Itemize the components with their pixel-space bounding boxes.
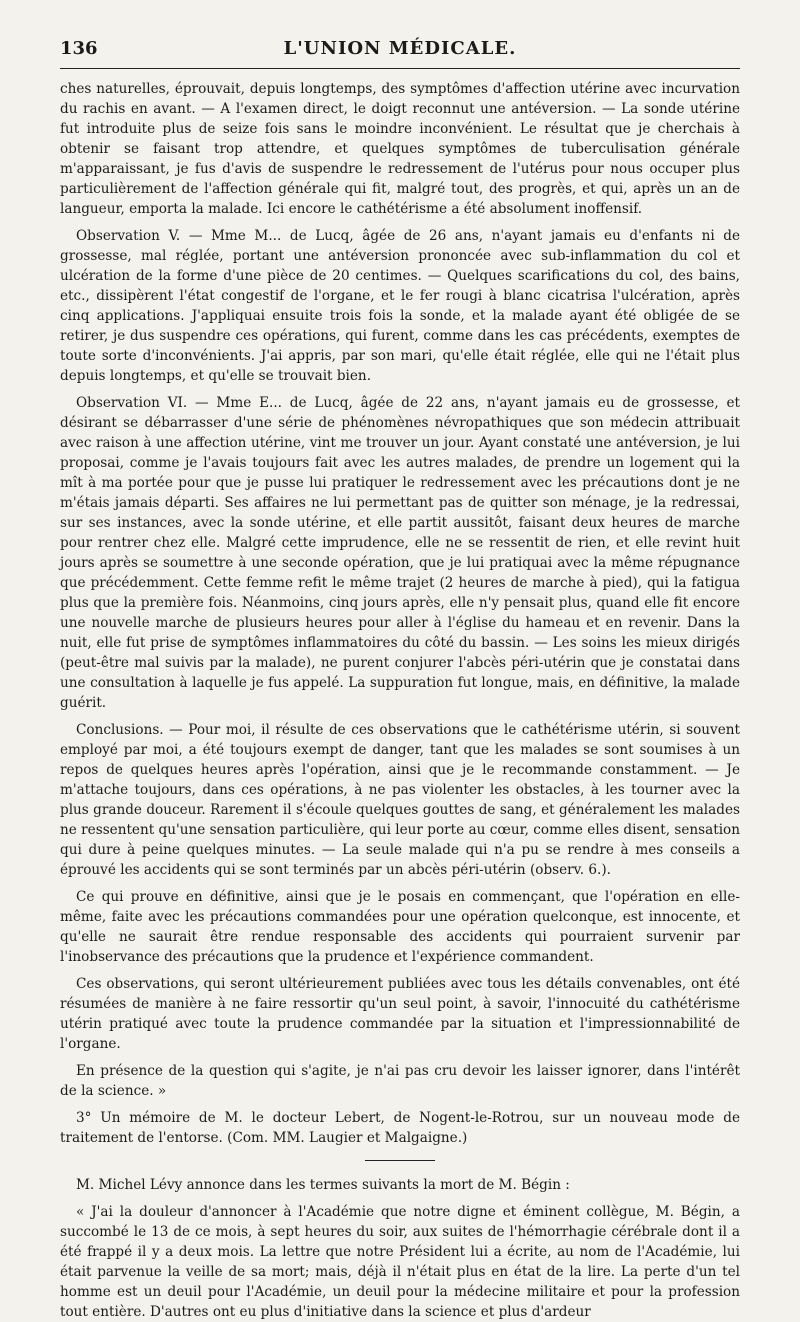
paragraph-memoire: 3° Un mémoire de M. le docteur Lebert, de Nogent-le-Rotrou, sur un nouveau mode de traitement de l'entorse. (Com. MM. Laugier et Malgaigne.): [60, 1110, 740, 1146]
page-header: [60, 38, 740, 68]
paragraph-announcement: M. Michel Lévy annonce dans les termes suivants la mort de M. Bégin :: [76, 1177, 570, 1193]
paragraph-observation-6: Observation VI. — Mme E... de Lucq, âgée de 22 ans, n'ayant jamais eu de grossesse, et désirant se débarrasser d'une série de phénomènes névropathiques que son médecin attribuait avec raison à une affection utérine, vint me trouver un jour. Ayant constaté une antéversion, je lui proposai, comme je l'avais toujours fait avec les autres malades, de prendre un logement qui la mît à ma portée pour que je pusse lui pratiquer le redressement avec les précautions dont je ne m'étais jamais départi. Ses affaires ne lui permettant pas de quitter son ménage, je la redressai, sur ses instances, avec la sonde utérine, et elle partit aussitôt, faisant deux heures de marche pour rentrer chez elle. Malgré cette imprudence, elle ne se ressentit de rien, et elle revint huit jours après se soumettre à une seconde opération, que je lui pratiquai avec la même répugnance que précédemment. Cette femme refit le même trajet (2 heures de marche à pied), qui la fatigua plus que la première fois. Néanmoins, cinq jours après, elle n'y pensait plus, quand elle fit encore une nouvelle marche de plusieurs heures pour aller à l'église du hameau et en revenir. Dans la nuit, elle fut prise de symptômes inflammatoires du côté du bassin. — Les soins les mieux dirigés (peut-être mal suivis par la malade), ne purent conjurer l'abcès péri-utérin que je constatai dans une consultation à laquelle je fus appelé. La suppuration fut longue, mais, en définitive, la malade guérit.: [60, 395, 740, 711]
paragraph-continuation: ches naturelles, éprouvait, depuis longtemps, des symptômes d'affection utérine avec incurvation du rachis en avant. — A l'examen direct, le doigt reconnut une antéversion. — La sonde utérine fut introduite plus de seize fois sans le moindre inconvénient. Le résultat que je cherchais à obtenir se faisant trop attendre, et quelques symptômes de tuberculisation générale m'apparaissant, je fus d'avis de suspendre le redressement de l'utérus pour nous occuper plus particulièrement de l'affection générale qui fit, malgré tout, des progrès, et qui, après un an de langueur, emporta la malade. Ici encore le cathétérisme a été absolument inoffensif.: [60, 81, 740, 217]
paragraph-definition: Ce qui prouve en définitive, ainsi que je le posais en commençant, que l'opération en elle-même, faite avec les précautions commandées pour une opération quelconque, est innocente, et qu'elle ne saurait être rendue responsable des accidents qui pourraient survenir par l'inobservance des précautions que la prudence et l'expérience commandent.: [60, 889, 740, 965]
section-separator: [365, 1160, 435, 1161]
paragraph-conclusions: Conclusions. — Pour moi, il résulte de ces observations que le cathétérisme utérin, si souvent employé par moi, a été toujours exempt de danger, tant que les malades se sont soumises à un repos de quelques heures après l'opération, ainsi que je le recommande constamment. — Je m'attache toujours, dans ces opérations, à ne pas violenter les obstacles, à les tourner avec la plus grande douceur. Rarement il s'écoule quelques gouttes de sang, et généralement les malades ne ressentent qu'une sensation particulière, qui leur porte au cœur, comme elles disent, sensation qui dure à peine quelques minutes. — La seule malade qui n'a pu se rendre à mes conseils a éprouvé les accidents qui se sont terminés par un abcès péri-utérin (observ. 6.).: [60, 722, 740, 878]
paragraph-obituary: « J'ai la douleur d'annoncer à l'Académie que notre digne et éminent collègue, M. Bégin, a succombé le 13 de ce mois, à sept heures du soir, aux suites de l'hémorrhagie cérébrale dont il a été frappé il y a deux mois. La lettre que notre Président lui a écrite, au nom de l'Académie, lui était parvenue la veille de sa mort; mais, déjà il n'était plus en état de la lire. La perte d'un tel homme est un deuil pour l'Académie, un deuil pour la médecine militaire et pour la profession tout entière. D'autres ont eu plus d'initiative dans la science et plus d'ardeur: [60, 1204, 740, 1320]
header-rule: [60, 68, 740, 69]
paragraph-summary: Ces observations, qui seront ultérieurement publiées avec tous les détails convenables, ont été résumées de manière à ne faire ressortir qu'un seul point, à savoir, l'innocuité du cathétérisme utérin pratiqué avec toute la prudence commandée par la situation et l'impressionnabilité de l'organe.: [60, 976, 740, 1052]
page-number: 136: [60, 38, 98, 59]
paragraph-observation-5: Observation V. — Mme M... de Lucq, âgée de 26 ans, n'ayant jamais eu d'enfants ni de grossesse, mal réglée, portant une antéversion prononcée avec sub-inflammation du col et ulcération de la forme d'une pièce de 20 centimes. — Quelques scarifications du col, des bains, etc., dissipèrent l'état congestif de l'organe, et le fer rougi à blanc cicatrisa l'ulcération, après cinq applications. J'appliquai ensuite trois fois la sonde, et la malade ayant été obligée de se retirer, je dus suspendre ces opérations, qui furent, comme dans les cas précédents, exemptes de toute sorte d'inconvénients. J'ai appris, par son mari, qu'elle était réglée, elle qui ne l'était plus depuis longtemps, et qu'elle se trouvait bien.: [60, 228, 740, 384]
running-title: L'UNION MÉDICALE.: [283, 38, 517, 59]
paragraph-closing-quote: En présence de la question qui s'agite, je n'ai pas cru devoir les laisser ignorer, dans l'intérêt de la science. »: [60, 1063, 740, 1099]
